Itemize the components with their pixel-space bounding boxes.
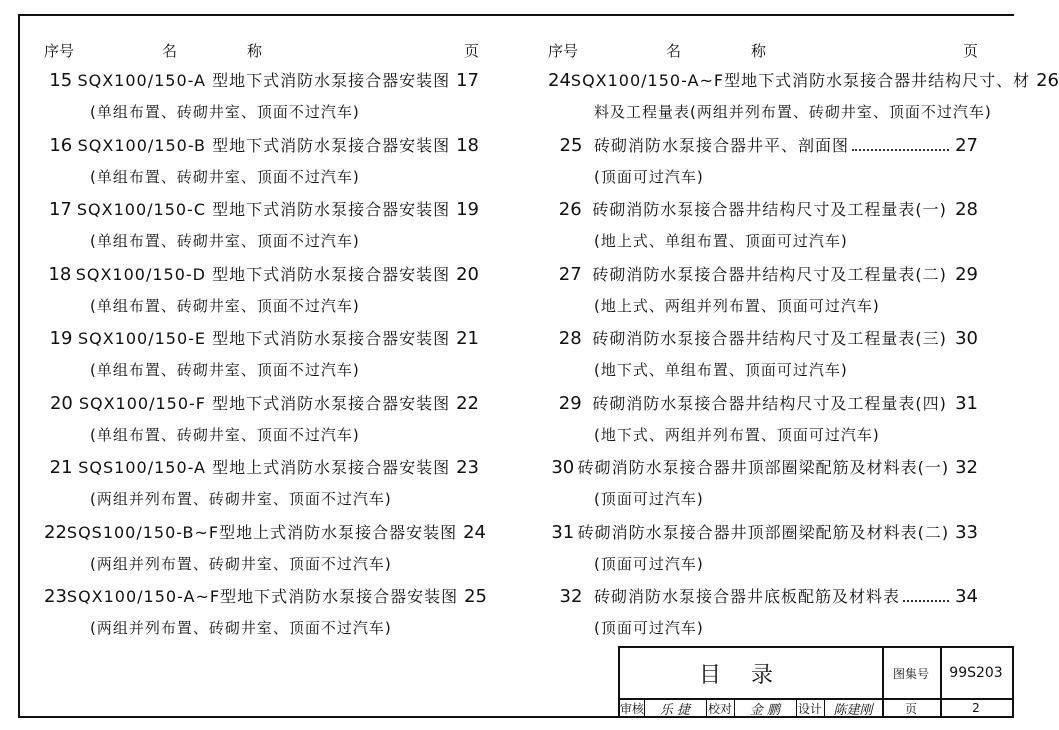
entry-page: 21	[456, 328, 479, 349]
entry-line	[548, 68, 1059, 98]
entry-page: 17	[456, 70, 479, 91]
entry-line	[44, 326, 479, 356]
entry-note: 料及工程量表(两组并列布置、砖砌井室、顶面不过汽车)	[594, 103, 992, 121]
toc-entry	[44, 68, 479, 133]
entry-note: (地下式、单组布置、顶面可过汽车)	[594, 361, 848, 379]
entry-number: 16	[49, 134, 73, 156]
entry-line	[548, 326, 978, 356]
entry-title: 砖砌消防水泵接合器井平、剖面图	[594, 135, 850, 155]
toc-left-column	[44, 40, 487, 649]
signature-row	[620, 698, 1012, 716]
entry-number: 17	[48, 199, 72, 220]
entry-number: 26	[558, 199, 582, 220]
entry-note: (地上式、单组布置、顶面可过汽车)	[594, 232, 848, 250]
entry-note: (顶面可过汽车)	[594, 619, 704, 637]
entry-note: (单组布置、砖砌井室、顶面不过汽车)	[90, 232, 360, 250]
atlas-number: 99S203	[949, 665, 1003, 681]
entry-page: 30	[955, 328, 978, 349]
entry-line	[44, 197, 479, 227]
toc-entry	[44, 197, 479, 262]
header-page: 页	[962, 42, 978, 60]
entry-number: 31	[551, 521, 575, 543]
entry-title: SQX100/150-C 型地下式消防水泵接合器安装图	[76, 200, 451, 219]
entry-title: 砖砌消防水泵接合器井结构尺寸及工程量表(二)	[592, 264, 947, 284]
entry-page: 32	[955, 457, 978, 478]
check-label: 校对	[706, 700, 735, 716]
entry-line	[44, 262, 479, 292]
entry-title: SQS100/150-B~F型地上式消防水泵接合器安装图	[66, 522, 458, 542]
toc-entry	[44, 262, 479, 327]
entry-title: 砖砌消防水泵接合器井顶部圈梁配筋及材料表(二)	[577, 522, 950, 542]
entry-number: 19	[49, 328, 73, 349]
entry-title: 砖砌消防水泵接合器井结构尺寸及工程量表(一)	[592, 200, 947, 219]
entry-number: 29	[558, 392, 582, 414]
entry-title: 砖砌消防水泵接合器井底板配筋及材料表	[594, 587, 901, 606]
entry-note: (单组布置、砖砌井室、顶面不过汽车)	[90, 361, 360, 379]
entry-title: 砖砌消防水泵接合器井结构尺寸及工程量表(四)	[592, 393, 947, 413]
entry-line	[548, 197, 978, 227]
toc-header	[548, 40, 978, 68]
header-seq: 序号	[548, 42, 579, 60]
entry-line	[44, 584, 487, 614]
entry-note: (顶面可过汽车)	[594, 490, 704, 508]
entry-note: (两组并列布置、砖砌井室、顶面不过汽车)	[90, 619, 392, 637]
design-label: 设计	[796, 700, 825, 716]
toc-entry	[44, 520, 486, 585]
entry-number: 28	[558, 328, 582, 349]
design-signature: 陈建刚	[824, 700, 884, 716]
entry-line	[44, 68, 479, 98]
entry-page: 26	[1036, 70, 1059, 91]
entry-note: (地上式、两组并列布置、顶面可过汽车)	[594, 296, 880, 315]
entry-line	[44, 391, 479, 421]
entry-page: 31	[955, 392, 978, 414]
entry-line	[548, 391, 978, 421]
entry-number: 18	[48, 263, 72, 285]
entry-note: (顶面可过汽车)	[594, 167, 704, 186]
page-number: 2	[972, 701, 980, 715]
page-label: 页	[882, 700, 942, 716]
entry-line	[548, 584, 978, 614]
entry-title: 砖砌消防水泵接合器井结构尺寸及工程量表(三)	[592, 329, 947, 348]
entry-title: SQX100/150-A~F型地下式消防水泵接合器安装图	[66, 587, 459, 606]
entry-line	[548, 455, 978, 485]
header-seq: 序号	[44, 42, 75, 60]
toc-entries	[44, 68, 487, 649]
drawing-title: 目录	[620, 648, 884, 698]
header-name: 名称	[162, 42, 333, 60]
entry-note: (单组布置、砖砌井室、顶面不过汽车)	[90, 103, 360, 121]
entry-page: 25	[464, 586, 487, 607]
toc-entry	[548, 326, 978, 391]
toc-entry	[44, 391, 479, 456]
title-block	[618, 646, 1014, 718]
entry-page: 27	[955, 134, 978, 156]
entry-note: (顶面可过汽车)	[594, 554, 704, 573]
entry-number: 25	[559, 134, 583, 156]
entry-note: (单组布置、砖砌井室、顶面不过汽车)	[90, 425, 360, 444]
toc-entry	[548, 391, 978, 456]
entry-title: SQS100/150-A 型地上式消防水泵接合器安装图	[78, 458, 451, 477]
entry-number: 21	[49, 457, 73, 478]
atlas-number-label: 图集号	[882, 648, 942, 698]
entry-line	[44, 520, 486, 550]
entry-note: (单组布置、砖砌井室、顶面不过汽车)	[90, 167, 360, 186]
entry-number: 32	[559, 586, 583, 607]
toc-entry	[548, 197, 978, 262]
entry-title: SQX100/150-F 型地下式消防水泵接合器安装图	[78, 393, 451, 413]
entry-page: 29	[955, 263, 978, 285]
toc-entry	[44, 326, 479, 391]
entry-page: 18	[456, 134, 479, 156]
entry-note: (两组并列布置、砖砌井室、顶面不过汽车)	[90, 490, 392, 508]
header-page: 页	[463, 42, 479, 60]
entry-note: (两组并列布置、砖砌井室、顶面不过汽车)	[90, 554, 392, 573]
entry-title: SQX100/150-E 型地下式消防水泵接合器安装图	[77, 329, 451, 348]
entry-number: 27	[558, 263, 582, 285]
toc-entry	[548, 584, 978, 649]
entry-line	[548, 262, 978, 292]
toc-entry	[44, 133, 479, 198]
toc-entry	[548, 520, 978, 585]
toc-entry	[548, 133, 978, 198]
entry-page: 20	[456, 263, 479, 285]
entry-note: (单组布置、砖砌井室、顶面不过汽车)	[90, 296, 360, 315]
toc-entry	[44, 584, 487, 649]
entry-page: 33	[955, 521, 978, 543]
entry-note: (地下式、两组并列布置、顶面可过汽车)	[594, 425, 880, 444]
entry-page: 34	[955, 586, 978, 607]
entry-title: SQX100/150-A~F型地下式消防水泵接合器井结构尺寸、材	[570, 71, 1031, 90]
toc-header	[44, 40, 479, 68]
entry-line	[44, 455, 479, 485]
entry-page: 28	[955, 199, 978, 220]
entry-line	[548, 520, 978, 550]
entry-number: 20	[49, 392, 73, 414]
toc-entry	[44, 455, 479, 520]
entry-number: 15	[49, 70, 73, 91]
entry-number: 24	[548, 70, 571, 91]
toc-entry	[548, 262, 978, 327]
leader-dots	[903, 588, 949, 602]
toc-entry	[548, 455, 978, 520]
entry-page: 24	[463, 521, 486, 543]
entry-title: SQX100/150-A 型地下式消防水泵接合器安装图	[77, 71, 451, 90]
check-signature: 金 鹏	[734, 700, 797, 716]
entry-page: 22	[456, 392, 479, 414]
entry-page: 19	[456, 199, 479, 220]
leader-dots	[852, 137, 949, 151]
entry-page: 23	[456, 457, 479, 478]
review-signature: 乐 捷	[644, 700, 707, 716]
toc-entries	[548, 68, 1059, 649]
entry-line	[44, 133, 479, 163]
entry-number: 23	[44, 586, 67, 607]
entry-number: 22	[44, 521, 67, 543]
toc-entry	[548, 68, 1059, 133]
entry-line	[548, 133, 978, 163]
entry-title: 砖砌消防水泵接合器井顶部圈梁配筋及材料表(一)	[577, 458, 950, 477]
entry-title: SQX100/150-B 型地下式消防水泵接合器安装图	[77, 135, 451, 155]
review-label: 审核	[620, 701, 645, 716]
toc-right-column	[548, 40, 1059, 649]
header-name: 名称	[666, 42, 837, 60]
entry-title: SQX100/150-D 型地下式消防水泵接合器安装图	[75, 264, 451, 284]
entry-number: 30	[551, 457, 575, 478]
